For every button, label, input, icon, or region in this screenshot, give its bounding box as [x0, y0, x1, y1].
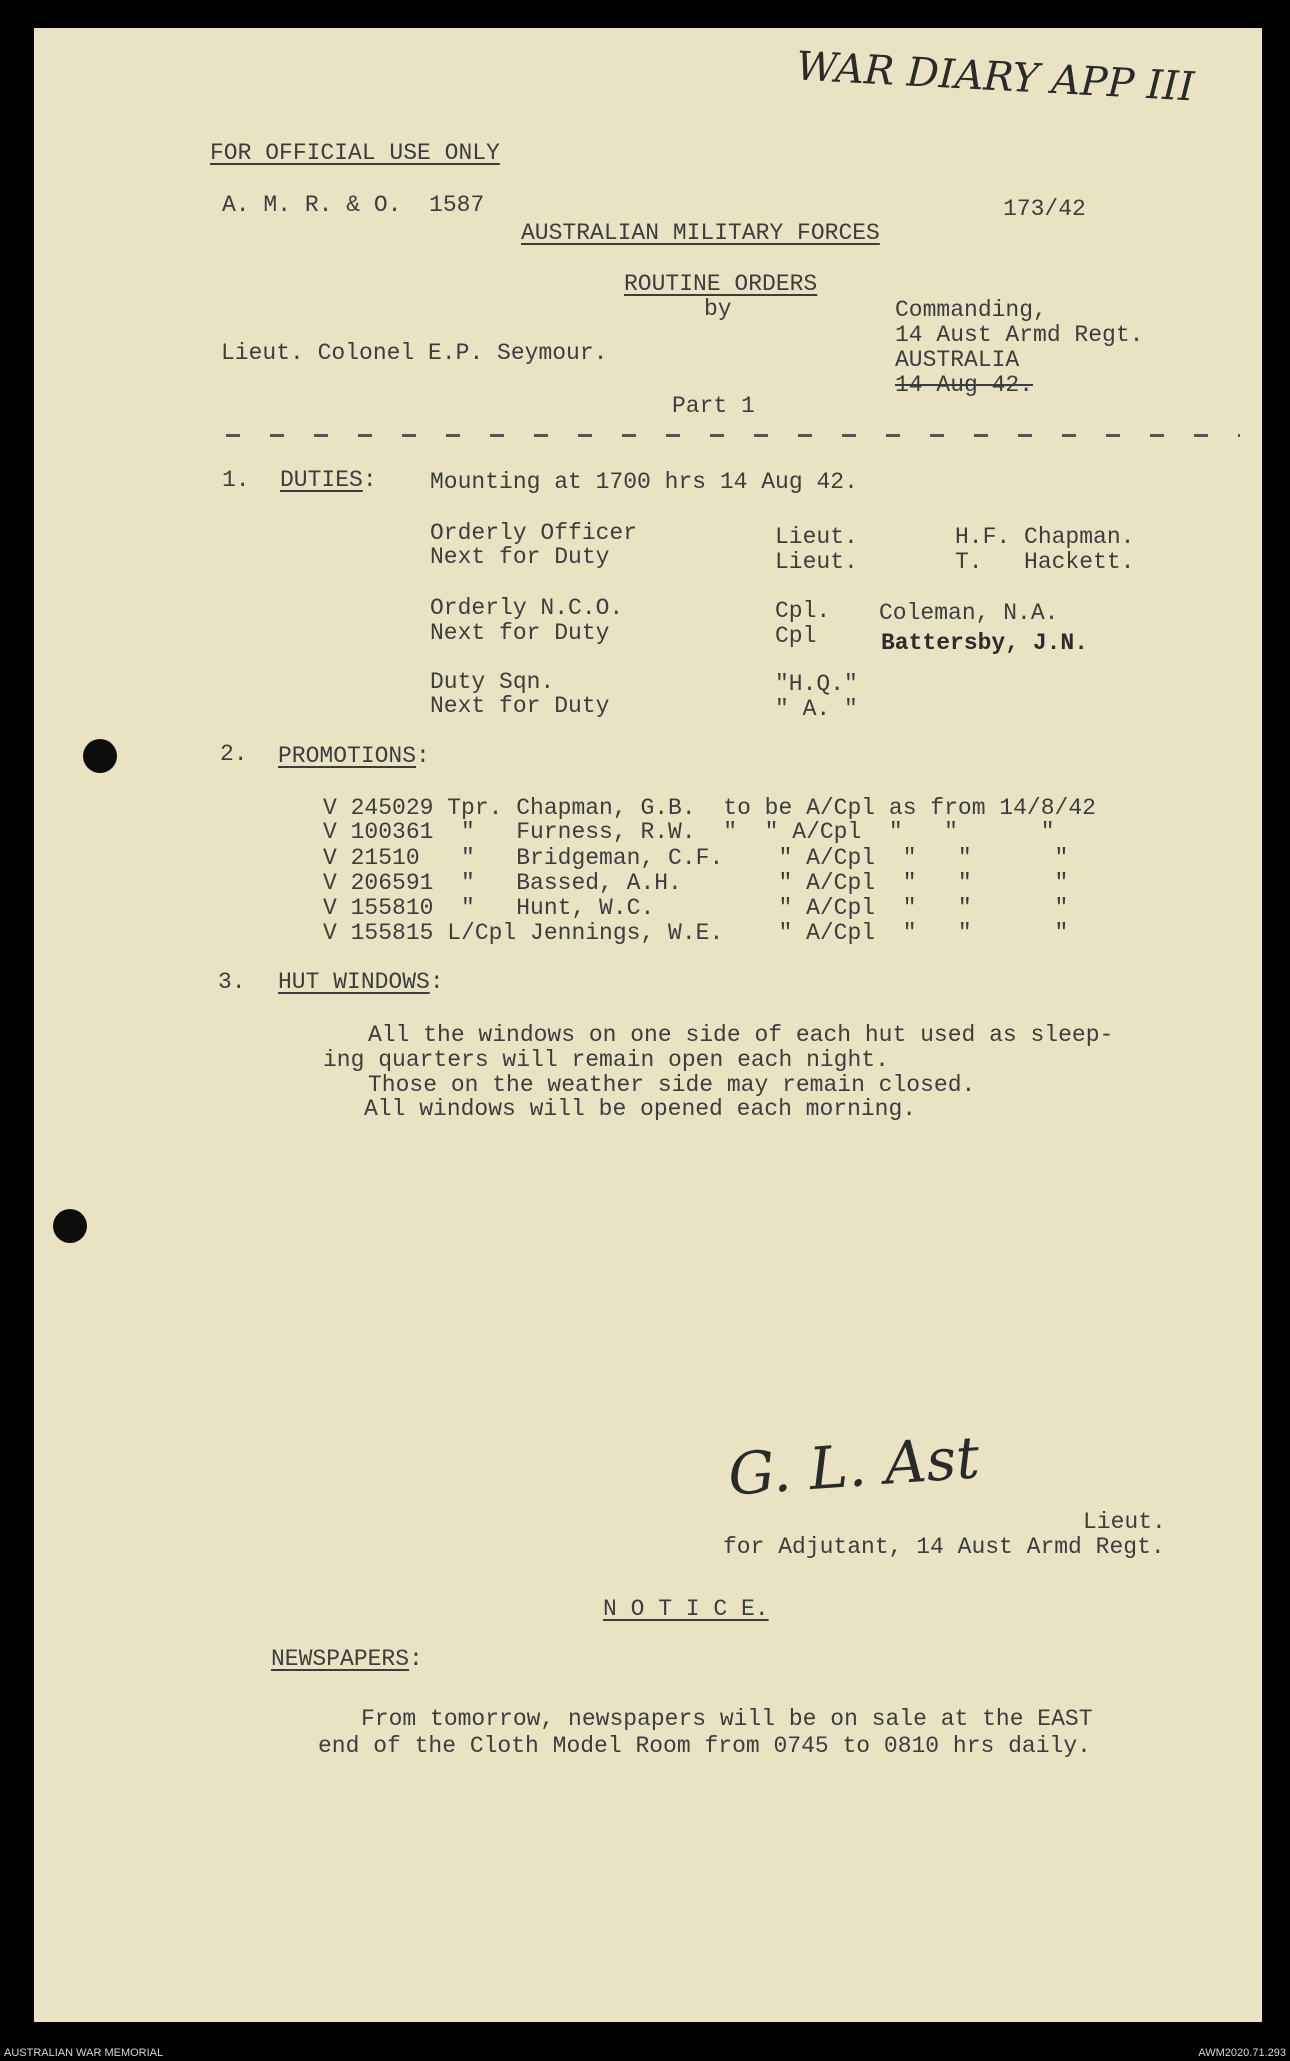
duty-role: Duty Sqn.	[430, 669, 555, 695]
duty-rank: Cpl.	[775, 598, 831, 624]
promotion-row: V 245029 Tpr. Chapman, G.B. to be A/Cpl as from 14/8/42	[323, 795, 1096, 821]
footer-right: AWM2020.71.293	[1198, 2047, 1286, 2059]
duty-rank: Lieut.	[775, 524, 858, 550]
paragraph-line: All windows will be opened each morning.	[364, 1096, 917, 1122]
heading-text: DUTIES	[280, 467, 363, 493]
signature-rank: Lieut.	[1083, 1509, 1166, 1535]
heading-colon: :	[362, 467, 377, 493]
duty-role: Next for Duty	[430, 544, 610, 570]
heading-text: HUT WINDOWS	[278, 969, 430, 995]
heading-colon: :	[409, 1646, 423, 1672]
duty-rank: " A. "	[775, 696, 858, 722]
heading-colon: :	[416, 743, 430, 769]
promotion-row: V 155810 " Hunt, W.C. " A/Cpl " " "	[323, 895, 1069, 921]
duty-role: Next for Duty	[430, 693, 610, 719]
duty-name: H.F. Chapman.	[955, 524, 1135, 550]
duty-rank: Lieut.	[775, 549, 858, 575]
organisation: AUSTRALIAN MILITARY FORCES	[521, 220, 880, 246]
punch-hole	[53, 1209, 87, 1243]
separator-line	[226, 434, 1240, 437]
section-number: 2.	[220, 741, 248, 767]
promotion-row: V 206591 " Bassed, A.H. " A/Cpl " " "	[323, 870, 1069, 896]
commanding-line: AUSTRALIA	[895, 347, 1020, 373]
duty-name: T. Hackett.	[955, 549, 1135, 575]
heading-text: PROMOTIONS	[278, 743, 417, 769]
promotion-row: V 100361 " Furness, R.W. " " A/Cpl " " "	[323, 819, 1055, 845]
footer-left: AUSTRALIAN WAR MEMORIAL	[4, 2047, 164, 2059]
promotion-row: V 155815 L/Cpl Jennings, W.E. " A/Cpl " " "	[323, 920, 1069, 946]
paragraph-line: All the windows on one side of each hut used as sleep-	[368, 1022, 1114, 1048]
mounting-text: Mounting at 1700 hrs 14 Aug 42.	[430, 469, 858, 495]
classification: FOR OFFICIAL USE ONLY	[210, 140, 500, 166]
notice-heading	[271, 1648, 423, 1671]
part-label: Part 1	[672, 393, 755, 419]
notice-line: From tomorrow, newspapers will be on sale at the EAST	[361, 1706, 1093, 1732]
section-number: 3.	[218, 969, 246, 995]
section-heading-promotions	[278, 745, 430, 768]
duty-role: Orderly N.C.O.	[430, 595, 624, 621]
heading-text: NEWSPAPERS	[271, 1646, 410, 1672]
notice-line: end of the Cloth Model Room from 0745 to 0810 hrs daily.	[318, 1733, 1091, 1759]
document-title: ROUTINE ORDERS	[624, 271, 818, 297]
duty-name: Battersby, J.N.	[881, 630, 1089, 656]
reference-right: 173/42	[1003, 196, 1086, 222]
commanding-line: 14 Aust Armd Regt.	[895, 322, 1144, 348]
duty-name: Coleman, N.A.	[879, 600, 1059, 626]
section-heading-hut-windows	[278, 971, 444, 994]
notice-title: N O T I C E.	[603, 1596, 769, 1622]
section-heading-duties	[280, 469, 377, 492]
paragraph-line: Those on the weather side may remain closed.	[368, 1072, 976, 1098]
by-label: by	[704, 296, 732, 322]
handwritten-annotation: WAR DIARY APP III	[795, 43, 1196, 111]
signature: G. L. Ast	[725, 1423, 982, 1509]
reference-left: A. M. R. & O. 1587	[222, 192, 485, 218]
heading-colon: :	[429, 969, 444, 995]
paragraph-line: ing quarters will remain open each night.	[323, 1047, 889, 1073]
duty-rank: Cpl	[775, 623, 817, 649]
issuing-officer: Lieut. Colonel E.P. Seymour.	[221, 340, 608, 366]
duty-role: Orderly Officer	[430, 520, 638, 546]
duty-rank: "H.Q."	[775, 671, 858, 697]
commanding-line: 14 Aug 42.	[895, 372, 1034, 398]
promotion-row: V 21510 " Bridgeman, C.F. " A/Cpl " " "	[323, 845, 1069, 871]
punch-hole	[83, 739, 117, 773]
duty-role: Next for Duty	[430, 620, 610, 646]
commanding-line: Commanding,	[895, 297, 1047, 323]
section-number: 1.	[222, 467, 250, 493]
signature-for: for Adjutant, 14 Aust Armd Regt.	[723, 1534, 1165, 1560]
